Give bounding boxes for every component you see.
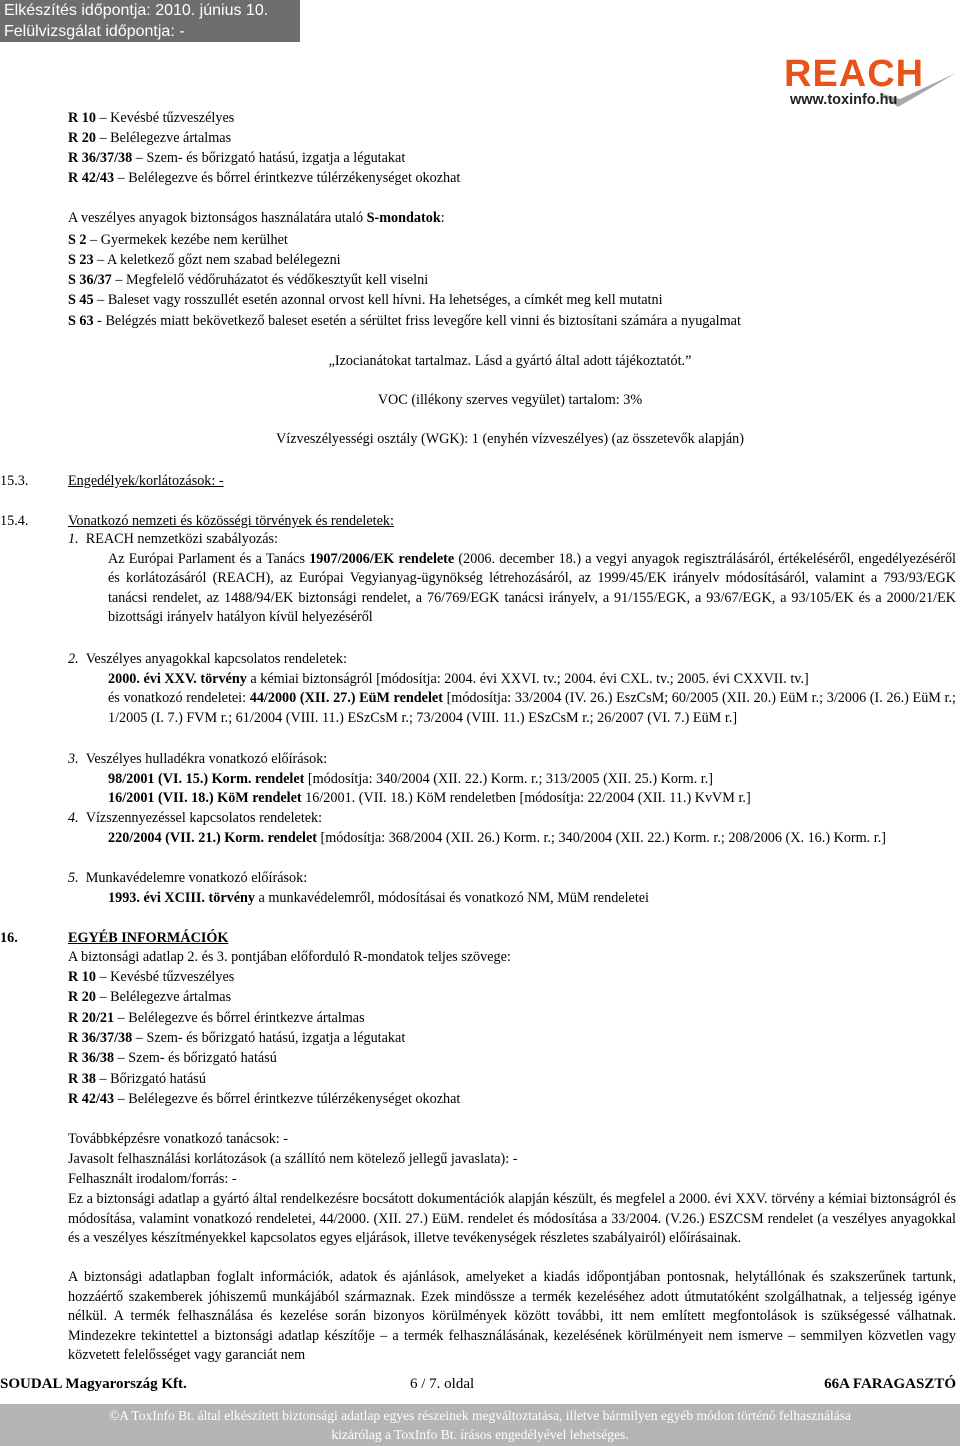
s-phrase: S 36/37 – Megfelelő védőruházatot és védőkesztyűt kell viselni <box>68 272 429 288</box>
disclaimer-paragraph: A biztonsági adatlapban foglalt információk, adatok és ajánlások, amelyeket a kiadás időpontjában pontosnak, helytállónak és szakszerűnek tartunk, hozzáértő szakemberek jóhiszemű munkájából származnak. Ezek mindössze a termék kezeléséhez adott útmutatóként szolgálhatnak, a teljesség igénye nélkül. A termék felhasználása és kezelése során bizonyos körülmények között további, itt nem említett megfontolások is szükségessé válhatnak. Mindezekre tekintettel a biztonsági adatlap készítője – a termék felhasználásának, kezelésének körülményeit nem ismerve – semmilyen közvetlen vagy közvetett felelősséget vagy garanciát nem <box>68 1269 956 1364</box>
issue-date: Elkészítés időpontja: 2010. június 10. <box>4 2 269 19</box>
document-header-dates <box>0 0 300 42</box>
r-phrase: R 36/38 – Szem- és bőrizgató hatású <box>68 1050 277 1066</box>
section-16-intro: A biztonsági adatlap 2. és 3. pontjában előforduló R-mondatok teljes szövege: <box>68 949 511 965</box>
section-15-3-title: Engedélyek/korlátozások: - <box>68 473 224 489</box>
r-phrase: R 10 – Kevésbé tűzveszélyes <box>68 110 235 126</box>
r-phrase: R 42/43 – Belélegezve és bőrrel érintkezve túlérzékenységet okozhat <box>68 1091 461 1107</box>
r-phrase: R 20 – Belélegezve ártalmas <box>68 989 232 1005</box>
section-15-4-number: 15.4. <box>0 513 29 529</box>
r-phrase: R 38 – Bőrizgató hatású <box>68 1071 206 1087</box>
law-item-4: 4. Vízszennyezéssel kapcsolatos rendeletek: 220/2004 (VII. 21.) Korm. rendelet [módosítja: 368/2004 (XII. 26.) Korm. r.; 340/2004 (XII. 22.) Korm. r.; 208/2006 (X. 16.) Korm. r.] <box>68 810 886 846</box>
footer-page-number: 6 / 7. oldal <box>410 1376 475 1392</box>
section-16-number: 16. <box>0 930 18 946</box>
logo-url: www.toxinfo.hu <box>790 92 898 108</box>
section-15-4-title: Vonatkozó nemzeti és közösségi törvények és rendeletek: <box>68 513 394 529</box>
r-phrase: R 42/43 – Belélegezve és bőrrel érintkezve túlérzékenységet okozhat <box>68 170 461 186</box>
r-phrase: R 36/37/38 – Szem- és bőrizgató hatású, izgatja a légutakat <box>68 1030 406 1046</box>
training-advice: Továbbképzésre vonatkozó tanácsok: - <box>68 1131 289 1147</box>
law-item-1: 1. REACH nemzetközi szabályozás: Az Európai Parlament és a Tanács 1907/2006/EK rendelete (2006. december 18.) a vegyi anyagok regisztrálásáról, értékeléséről, engedélyezéséről és korlátozásáról (REACH), az Európai Vegyianyag-ügynökség létrehozásáról, az 1999/45/EK irányelv módosításáról, valamint a 793/93/EGK tanácsi rendelet, az 1488/94/EK biztonsági rendelet, a 76/769/EGK tanácsi irányelv, a 91/155/EGK, a 93/67/EGK, a 93/105/EK és a 2000/21/EK bizottsági irányelv hatályon kívül helyezéséről <box>68 531 957 626</box>
footer-company: SOUDAL Magyarország Kft. <box>0 1376 187 1392</box>
compliance-paragraph: Ez a biztonsági adatlap a gyártó által rendelkezésre bocsátott dokumentációk alapján készült, és megfelel a 2000. évi XXV. törvény a kémiai biztonságról és módosítása, valamint vonatkozó rendeletei, 44/2000. (XII. 27.) EüM. rendelet és módosítása a 33/2004. (V.26.) ESZCSM rendelet (a veszélyes anyagokkal és a veszélyes készítményekkel kapcsolatos egyes eljárások, illetve tevékenységek részletes szabályairól) előírásainak. <box>68 1191 956 1247</box>
footer-product: 66A FARAGASZTÓ <box>824 1376 956 1392</box>
page-footer <box>0 1374 960 1394</box>
s-phrase: S 23 – A keletkező gőzt nem szabad belélegezni <box>68 252 341 268</box>
r-phrase: R 10 – Kevésbé tűzveszélyes <box>68 969 235 985</box>
r-phrase: R 36/37/38 – Szem- és bőrizgató hatású, izgatja a légutakat <box>68 150 406 166</box>
law-item-3: 3. Veszélyes hulladékra vonatkozó előírások: 98/2001 (VI. 15.) Korm. rendelet [módosítja: 340/2004 (XII. 22.) Korm. r.; 313/2005 (XII. 25.) Korm. r.] 16/2001 (VII. 18.) KöM rendelet 16/2001. (VII. 18.) KöM rendeletben [módosítja: 22/2004 (XII. 11.) KvVM r.] <box>68 751 751 807</box>
s-phrases-intro: A veszélyes anyagok biztonságos használatára utaló S-mondatok: <box>68 210 445 226</box>
reach-toxinfo-logo <box>784 55 960 111</box>
revision-date: Felülvizsgálat időpontja: - <box>4 23 185 40</box>
s-phrase: S 63 - Belégzés miatt bekövetkező baleset esetén a sérültet friss levegőre kell vinni és biztosítani számára a nyugalmat <box>68 313 741 329</box>
r-phrase: R 20/21 – Belélegezve és bőrrel érintkezve ártalmas <box>68 1010 365 1026</box>
voc-content: VOC (illékony szerves vegyület) tartalom: 3% <box>377 392 643 408</box>
section-16-title: EGYÉB INFORMÁCIÓK <box>68 930 229 946</box>
section-15-3-number: 15.3. <box>0 473 29 489</box>
literature-sources: Felhasznált irodalom/forrás: - <box>68 1171 237 1187</box>
isocyanate-note: „Izocianátokat tartalmaz. Lásd a gyártó által adott tájékoztatót.” <box>328 353 692 369</box>
r-phrase: R 20 – Belélegezve ártalmas <box>68 130 232 146</box>
s-phrase: S 45 – Baleset vagy rosszullét esetén azonnal orvost kell hívni. Ha lehetséges, a címkét meg kell mutatni <box>68 292 663 308</box>
logo-word: REACH <box>784 53 925 95</box>
law-item-2: 2. Veszélyes anyagokkal kapcsolatos rendeletek: 2000. évi XXV. törvény a kémiai biztonságról [módosítja: 2004. évi XXVI. tv.; 2004. évi CXL. tv.; 2005. évi CXXVII. tv.] és vonatkozó rendeletei: 44/2000 (XII. 27.) EüM rendelet [módosítja: 33/2004 (IV. 26.) EszCsM; 60/2005 (XII. 20.) EüM r.; 3/2006 (I. 26.) EüM r.; 1/2005 (I. 7.) FVM r.; 61/2004 (VIII. 11.) ESzCsM r.; 73/2004 (VIII. 11.) ESzCsM r.; 26/2007 (VI. 7.) EüM r.] <box>68 651 956 726</box>
wgk-class: Vízveszélyességi osztály (WGK): 1 (enyhén vízveszélyes) (az összetevők alapján) <box>276 431 744 447</box>
s-phrase: S 2 – Gyermekek kezébe nem kerülhet <box>68 232 288 248</box>
use-restrictions: Javasolt felhasználási korlátozások (a szállító nem kötelező jellegű javaslata): - <box>68 1151 518 1167</box>
copyright-notice: ©A ToxInfo Bt. által elkészített biztonsági adatlap egyes részeinek megváltoztatása, illetve bármilyen egyéb módon történő felhasználása kizárólag a ToxInfo Bt. írásos engedélyével lehetséges. <box>0 1404 960 1446</box>
law-item-5: 5. Munkavédelemre vonatkozó előírások: 1993. évi XCIII. törvény a munkavédelemről, módosításai és vonatkozó NM, MüM rendeletei <box>68 870 650 906</box>
